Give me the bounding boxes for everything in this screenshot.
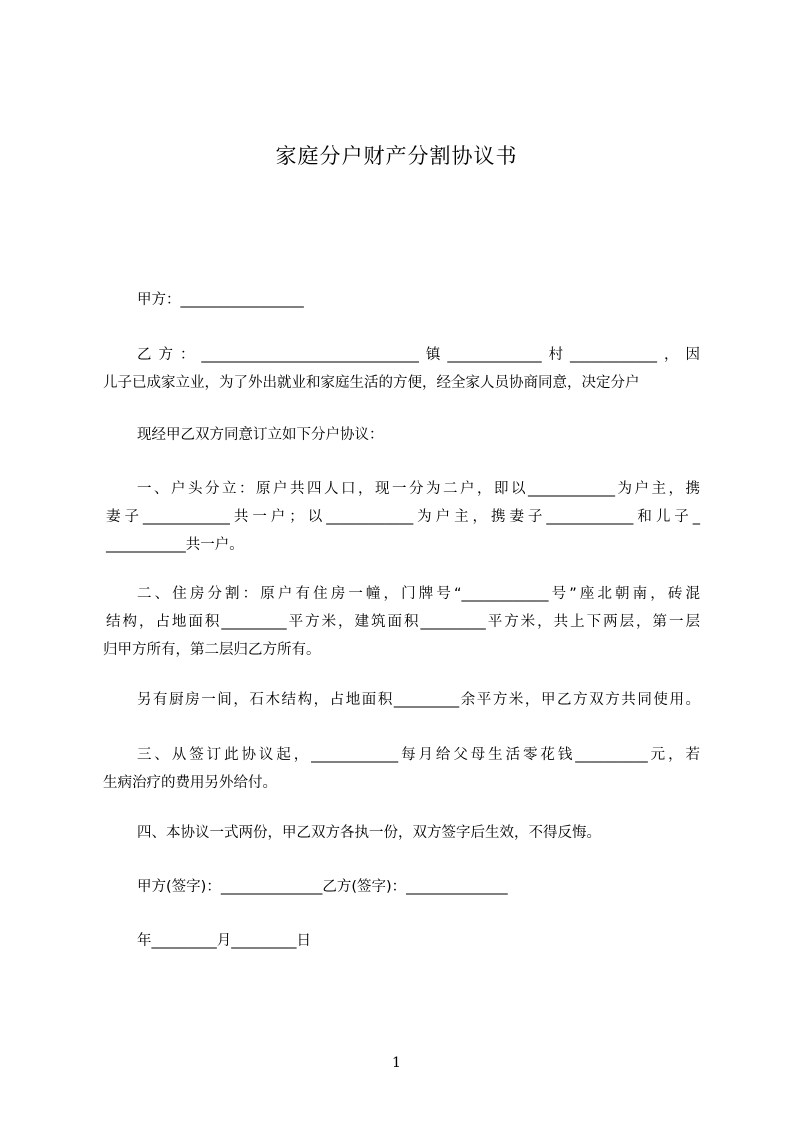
clause-2-line-3: 归甲方所有，第二层归乙方所有。 xyxy=(103,642,321,658)
clause-1-line-3: ___________共一户。 xyxy=(106,537,244,553)
page-number: 1 xyxy=(392,1055,401,1071)
signature-line: 甲方(签字)：______________乙方(签字)：______________ xyxy=(137,879,508,895)
party-b-line-2: 儿子已成家立业，为了外出就业和家庭生活的方便，经全家人员协商同意，决定分户 xyxy=(103,375,640,391)
intro-line: 现经甲乙双方同意订立如下分户协议： xyxy=(137,427,384,443)
clause-1-line-1: 一、户头分立：原户共四人口，现一分为二户，即以____________为户主，携 xyxy=(137,481,700,497)
clause-2-line-1: 二、住房分割：原户有住房一幢，门牌号“____________号”座北朝南，砖混 xyxy=(137,586,700,602)
clause-4-line: 四、本协议一式两份，甲乙双方各执一份，双方签字后生效，不得反悔。 xyxy=(137,825,601,841)
clause-1-line-2: 妻子____________共一户；以____________为户主，携妻子____________和儿子_ xyxy=(106,509,700,525)
clause-3-line-1: 三、从签订此协议起，____________每月给父母生活零花钱__________元，若 xyxy=(137,747,700,763)
kitchen-line: 另有厨房一间，石木结构，占地面积_________余平方米，甲乙方双方共同使用。 xyxy=(137,692,700,708)
clause-2-line-2: 结构，占地面积_________平方米，建筑面积_________平方米，共上下两层，第一层 xyxy=(106,614,700,630)
date-line: 年_________月_________日 xyxy=(137,933,311,949)
party-b-line-1: 乙方：______________________________镇_____________村____________，因 xyxy=(137,347,700,363)
party-a-line: 甲方：_________________ xyxy=(137,292,304,308)
document-title: 家庭分户财产分割协议书 xyxy=(275,144,518,168)
clause-3-line-2: 生病治疗的费用另外给付。 xyxy=(103,775,277,791)
